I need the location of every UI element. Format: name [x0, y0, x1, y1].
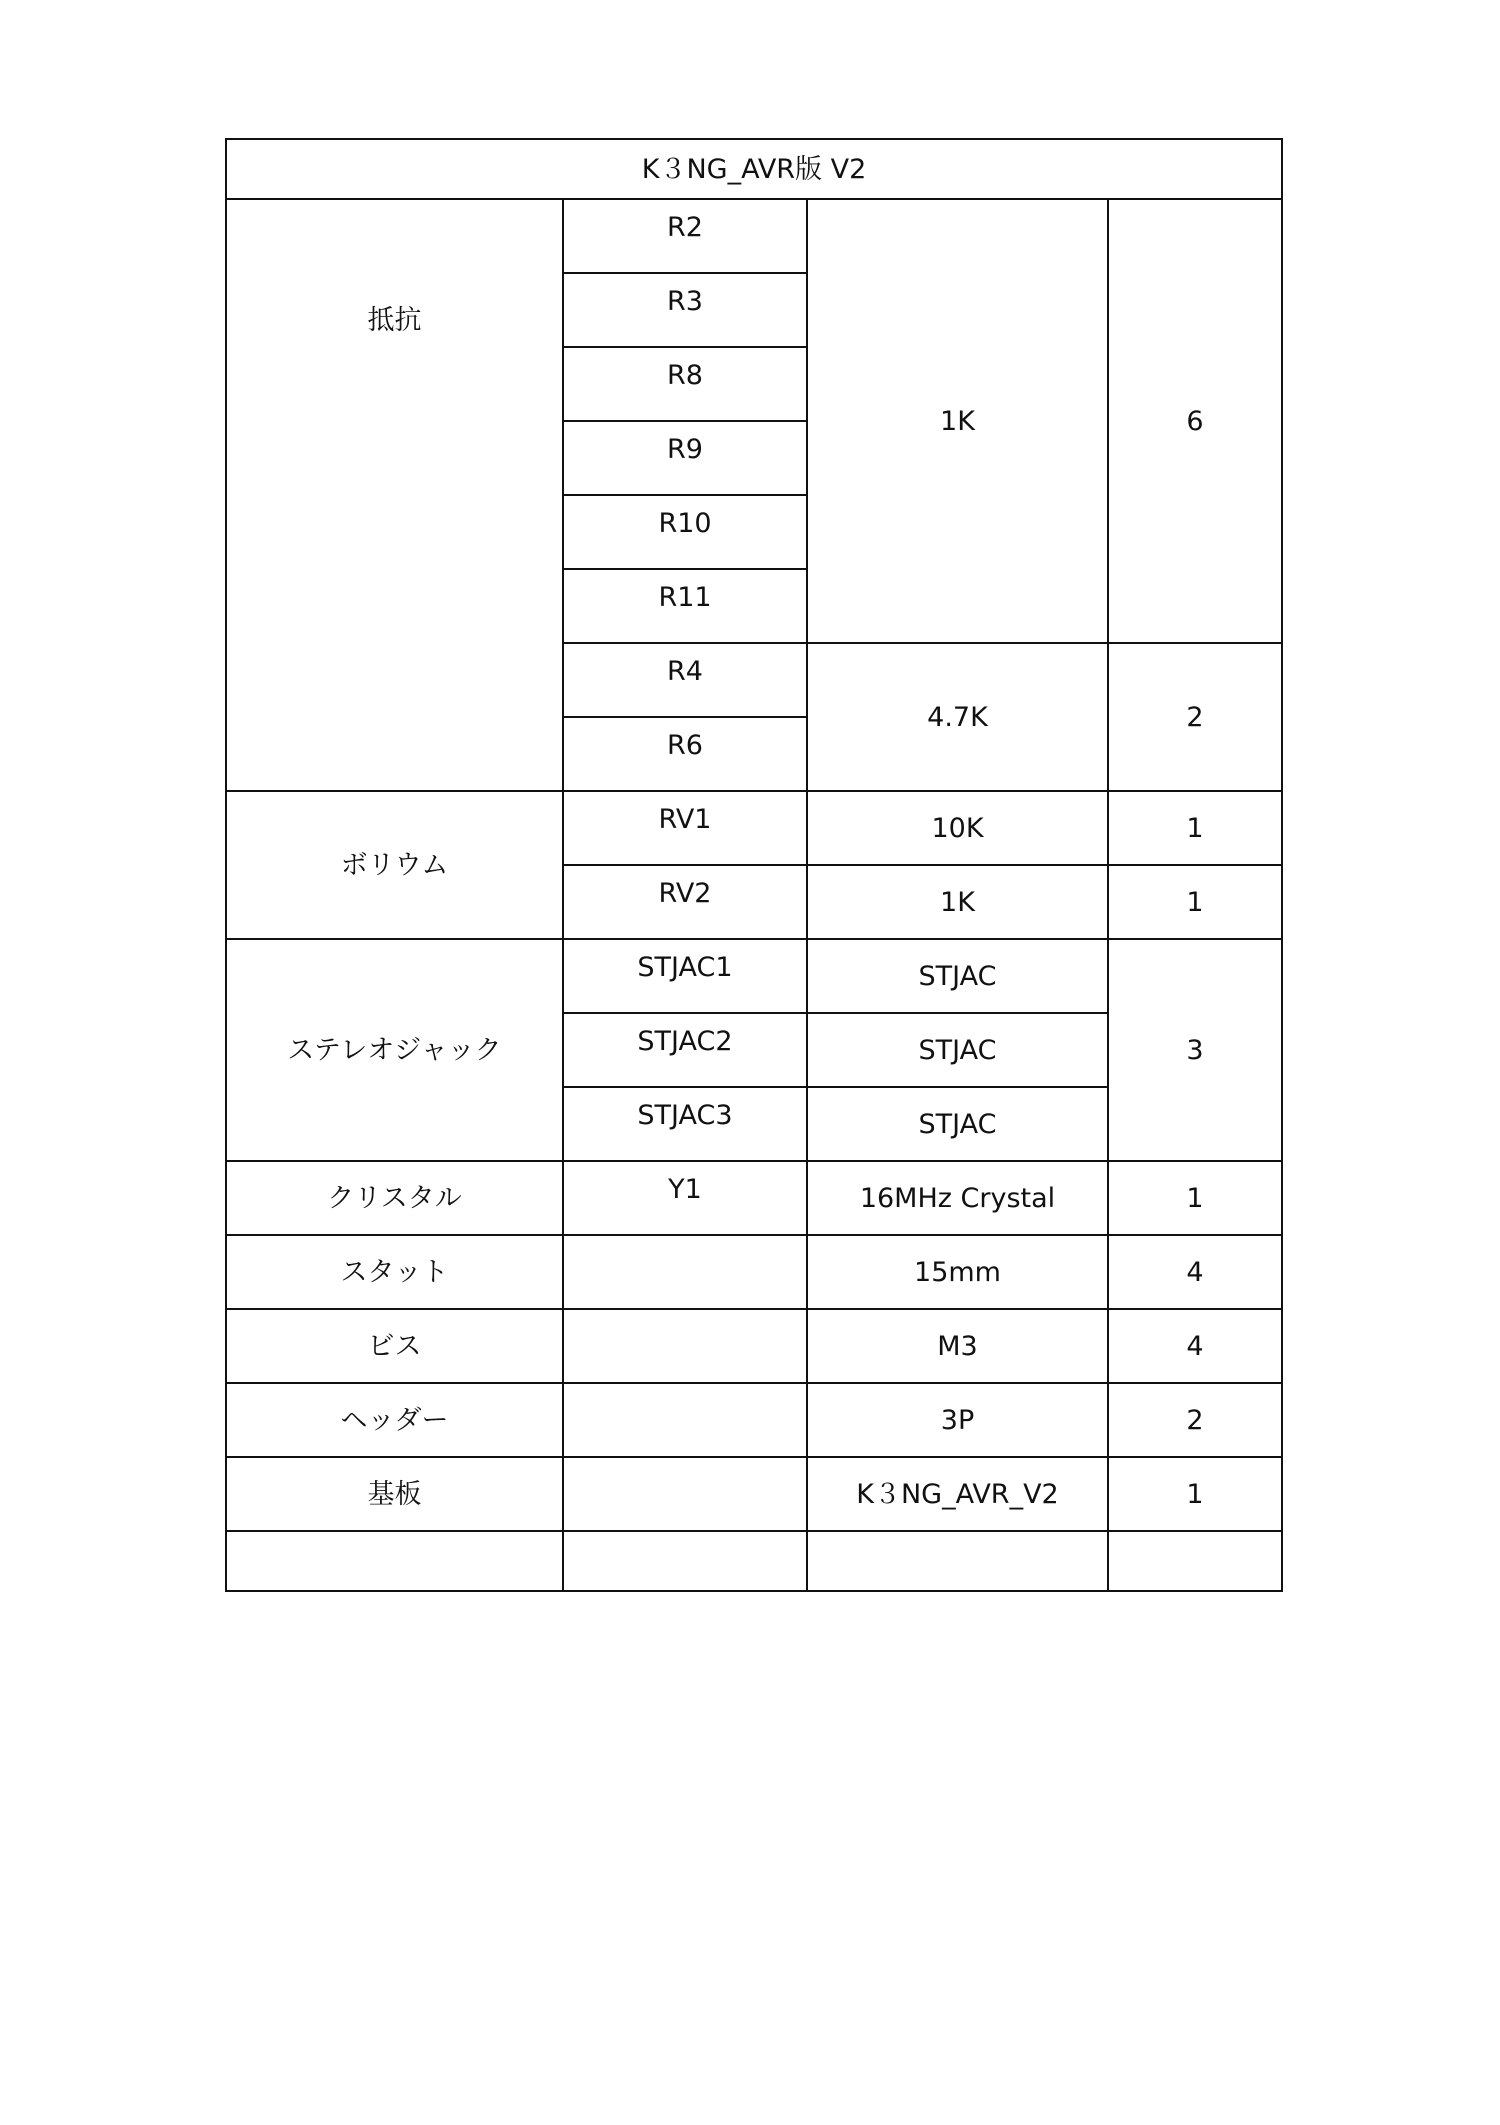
value-cell: 10K — [807, 791, 1108, 865]
empty-cell — [807, 1531, 1108, 1591]
ref-cell: R8 — [563, 347, 807, 421]
value-cell: 3P — [807, 1383, 1108, 1457]
ref-cell: STJAC2 — [563, 1013, 807, 1087]
ref-cell: R9 — [563, 421, 807, 495]
part-name-cell: スタット — [226, 1235, 563, 1309]
group-volume: ボリウム — [226, 791, 563, 939]
value-cell: 1K — [807, 199, 1108, 643]
qty-cell: 3 — [1108, 939, 1282, 1161]
table-row — [226, 1161, 1282, 1235]
table-row — [226, 199, 1282, 273]
table-title: K３NG_AVR版 V2 — [226, 139, 1282, 199]
value-cell: M3 — [807, 1309, 1108, 1383]
ref-cell — [563, 1309, 807, 1383]
part-name-cell: クリスタル — [226, 1161, 563, 1235]
ref-cell: RV2 — [563, 865, 807, 939]
value-cell: K３NG_AVR_V2 — [807, 1457, 1108, 1531]
ref-cell: R4 — [563, 643, 807, 717]
parts-list-table — [225, 138, 1283, 1592]
value-cell: STJAC — [807, 1013, 1108, 1087]
empty-row — [226, 1531, 1282, 1591]
ref-cell: RV1 — [563, 791, 807, 865]
ref-cell: R11 — [563, 569, 807, 643]
title-row — [226, 139, 1282, 199]
ref-cell: Y1 — [563, 1161, 807, 1235]
ref-cell: STJAC1 — [563, 939, 807, 1013]
group-stereo-jack: ステレオジャック — [226, 939, 563, 1161]
value-cell: 1K — [807, 865, 1108, 939]
ref-cell — [563, 1457, 807, 1531]
qty-cell: 6 — [1108, 199, 1282, 643]
table-row — [226, 939, 1282, 1013]
ref-cell: R3 — [563, 273, 807, 347]
part-name-cell: 基板 — [226, 1457, 563, 1531]
value-cell: STJAC — [807, 939, 1108, 1013]
part-name-cell: ビス — [226, 1309, 563, 1383]
table-row — [226, 1383, 1282, 1457]
qty-cell: 4 — [1108, 1309, 1282, 1383]
empty-cell — [226, 1531, 563, 1591]
table-row — [226, 1235, 1282, 1309]
group-resistor: 抵抗 — [226, 199, 563, 791]
part-name-cell: ヘッダー — [226, 1383, 563, 1457]
table-row — [226, 1457, 1282, 1531]
qty-cell: 2 — [1108, 643, 1282, 791]
qty-cell: 2 — [1108, 1383, 1282, 1457]
table-row — [226, 1309, 1282, 1383]
ref-cell: R2 — [563, 199, 807, 273]
value-cell: 16MHz Crystal — [807, 1161, 1108, 1235]
ref-cell — [563, 1235, 807, 1309]
ref-cell: STJAC3 — [563, 1087, 807, 1161]
value-cell: STJAC — [807, 1087, 1108, 1161]
qty-cell: 1 — [1108, 865, 1282, 939]
empty-cell — [563, 1531, 807, 1591]
table-row — [226, 791, 1282, 865]
value-cell: 4.7K — [807, 643, 1108, 791]
ref-cell: R6 — [563, 717, 807, 791]
qty-cell: 4 — [1108, 1235, 1282, 1309]
qty-cell: 1 — [1108, 1457, 1282, 1531]
ref-cell: R10 — [563, 495, 807, 569]
qty-cell: 1 — [1108, 1161, 1282, 1235]
value-cell: 15mm — [807, 1235, 1108, 1309]
qty-cell: 1 — [1108, 791, 1282, 865]
ref-cell — [563, 1383, 807, 1457]
empty-cell — [1108, 1531, 1282, 1591]
